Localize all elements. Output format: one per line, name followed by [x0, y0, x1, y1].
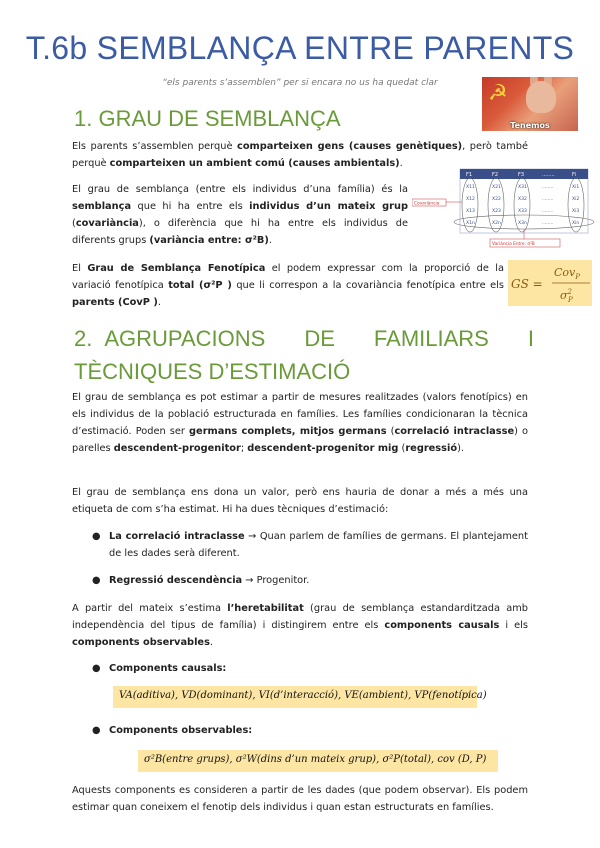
table-cell: X2n: [492, 221, 501, 226]
document-page: T.6b SEMBLANÇA ENTRE PARENTS “els parents s’assemblen” per si encara no us ha quedat clar ☭ Tenemos 1. GRAU DE SEMBLANÇA Els parents s’assemblen perquè comparteixen gens (causes genètiques), però també perquè comparteixen un ambient comú (causes ambientals). El grau de semblança (entre els individus d’una família) és la semblança que hi ha entre els individus d’un mateix grup (covariància), o diferència que hi ha entre els individus de diferents grups (variància entre: σ²B). F1 F2 F3 ........ Fi X11 X21 X31 ........ Xi1 X12 X22 X32 ........ Xi2 X13 X23 X33 ........ Xi3 X1n X2n X3n ........ Xin Covariància Variància Entre: σ²B El Grau de Semblança Fenotípica el podem expressar com la proporció de la variació fenotípica total (σ²P ) que li correspon a la covariància fenotípica entre els parents (CovP ). GS = Cov$_P$ $\sigma^2$ P 2. AGRUPACIONS DE FAMILIARS I TÈCNIQUES D’ESTIMACIÓ El grau de semblança es pot estimar a partir de mesures realitzades (valors fenotípics) en els individus de la població estructurada en famílies. Les famílies condicionaran la tècnica d’estimació. Poden ser germans complets, mitjos germans (correlació intraclasse) o parelles descendent-progenitor; descendent-progenitor mig (regressió). El grau de semblança ens dona un valor, però ens hauria de donar a més a més una etiqueta de com s’ha estimat. Hi ha dues tècniques d’estimació: ● La correlació intraclasse → Quan parlem de famílies de germans. El plantejament de les dades serà diferent. ● Regressió descendència → Progenitor. A partir del mateix s’estima l’heretabilitat (grau de semblança estandarditzada amb independència del tipus de família) i distingirem entre els components causals i els components observables. ● Components causals: VA(aditiva), VD(dominant), VI(d’interacció), VE(ambient), VP(fenotípica) ● Components observables: σ²B(entre grups), σ²W(dins d’un mateix grup), σ²P(total), cov (D, P) Aquests components es consideren a partir de les dades (que podem observar). Els podem estimar quan coneixem el fenotip dels individus i quan estan estructurats en famílies.: [0, 0, 600, 848]
table-header: F1: [466, 172, 473, 178]
table-cell: X13: [466, 209, 475, 214]
table-cell: Xin: [572, 221, 580, 226]
table-header: F3: [518, 172, 525, 178]
table-cell: X11: [466, 185, 475, 190]
paragraph: El grau de semblança (entre els individus d’una família) és la semblança que hi ha entre els individus d’un mateix grup (covariància), o diferència que hi ha entre els individus de diferents grups (variància entre: σ²B).: [72, 184, 408, 246]
table-cell: ........: [542, 197, 554, 202]
observable-components-formula: σ²B(entre grups), σ²W(dins d’un mateix grup), σ²P(total), cov (D, P): [138, 750, 498, 772]
bullet-icon: ●: [92, 663, 101, 674]
section-number: 1.: [74, 106, 93, 131]
table-cell: Xi2: [572, 197, 580, 202]
table-cell: Xi3: [572, 209, 580, 214]
table-cell: ........: [542, 185, 554, 190]
gs-formula: [508, 260, 592, 306]
hammer-sickle-icon: ☭: [488, 81, 508, 106]
table-cell: X33: [518, 209, 527, 214]
table-cell: X31: [518, 185, 527, 190]
table-cell: X32: [518, 197, 527, 202]
meme-caption: Tenemos: [510, 121, 550, 130]
causal-components-formula: VA(aditiva), VD(dominant), VI(d’interacció), VE(ambient), VP(fenotípica): [113, 686, 477, 708]
family-table-figure: [412, 167, 598, 253]
gs-formula-numerator: Cov$_P$: [554, 266, 580, 281]
table-cell: ........: [542, 221, 554, 226]
meme-image: [482, 77, 578, 131]
table-header: Fi: [572, 172, 576, 178]
paragraph: El Grau de Semblança Fenotípica el podem expressar com la proporció de la variació fenotípica total (σ²P ) que li correspon a la covariància fenotípica entre els parents (CovP ).: [72, 263, 505, 308]
section-heading-1: [74, 106, 341, 132]
paragraph: Els parents s’assemblen perquè comparteixen gens (causes genètiques), però també perquè comparteixen un ambient comú (causes ambientals).: [72, 141, 528, 169]
paragraph: A partir del mateix s’estima l’heretabilitat (grau de semblança estandarditzada amb independència del tipus de família) i distingirem entre els components causals i els components observables.: [72, 603, 528, 648]
bullet-icon: ●: [92, 575, 101, 586]
variance-label: Variància Entre: σ²B: [492, 242, 535, 247]
page-title: T.6b SEMBLANÇA ENTRE PARENTS: [25, 30, 575, 66]
table-cell: X21: [492, 185, 501, 190]
bullet-icon: ●: [92, 531, 101, 542]
table-cell: Xi1: [572, 185, 580, 190]
table-cell: X3n: [518, 221, 527, 226]
covariance-label: Covariància: [414, 201, 440, 207]
table-cell: X22: [492, 197, 501, 202]
table-cell: X12: [466, 197, 475, 202]
paragraph: Aquests components es consideren a partir de les dades (que podem observar). Els podem estimar quan coneixem el fenotip dels individus i quan estan estructurats en famílies.: [72, 785, 528, 813]
page-subtitle: “els parents s’assemblen” per si encara no us ha quedat clar: [162, 78, 438, 88]
gs-formula-lhs: GS =: [511, 277, 543, 291]
bullet-icon: ●: [92, 725, 101, 736]
section-heading-text: GRAU DE SEMBLANÇA: [98, 106, 341, 131]
table-cell: ........: [542, 209, 554, 214]
table-header: ........: [542, 172, 555, 178]
section-heading-text: AGRUPACIONS DE FAMILIARS I TÈCNIQUES D’ESTIMACIÓ: [74, 326, 534, 384]
paragraph: El grau de semblança ens dona un valor, però ens hauria de donar a més a més una etiqueta de com s’ha estimat. Hi ha dues tècniques d’estimació:: [72, 487, 528, 515]
section-number: 2.: [74, 326, 93, 351]
bunny-face: [526, 81, 556, 113]
table-cell: X1n: [466, 221, 475, 226]
section-heading-2: [74, 322, 534, 388]
paragraph: El grau de semblança es pot estimar a partir de mesures realitzades (valors fenotípics) en els individus de la població estructurada en famílies. Les famílies condicionaran la tècnica d’estimació. Poden ser germans complets, mitjos germans (correlació intraclasse) o parelles descendent-progenitor; descendent-progenitor mig (regressió).: [72, 392, 529, 454]
gs-formula-denominator: $\sigma^2$ P: [560, 288, 573, 304]
table-cell: X23: [492, 209, 501, 214]
table-header: F2: [492, 172, 499, 178]
